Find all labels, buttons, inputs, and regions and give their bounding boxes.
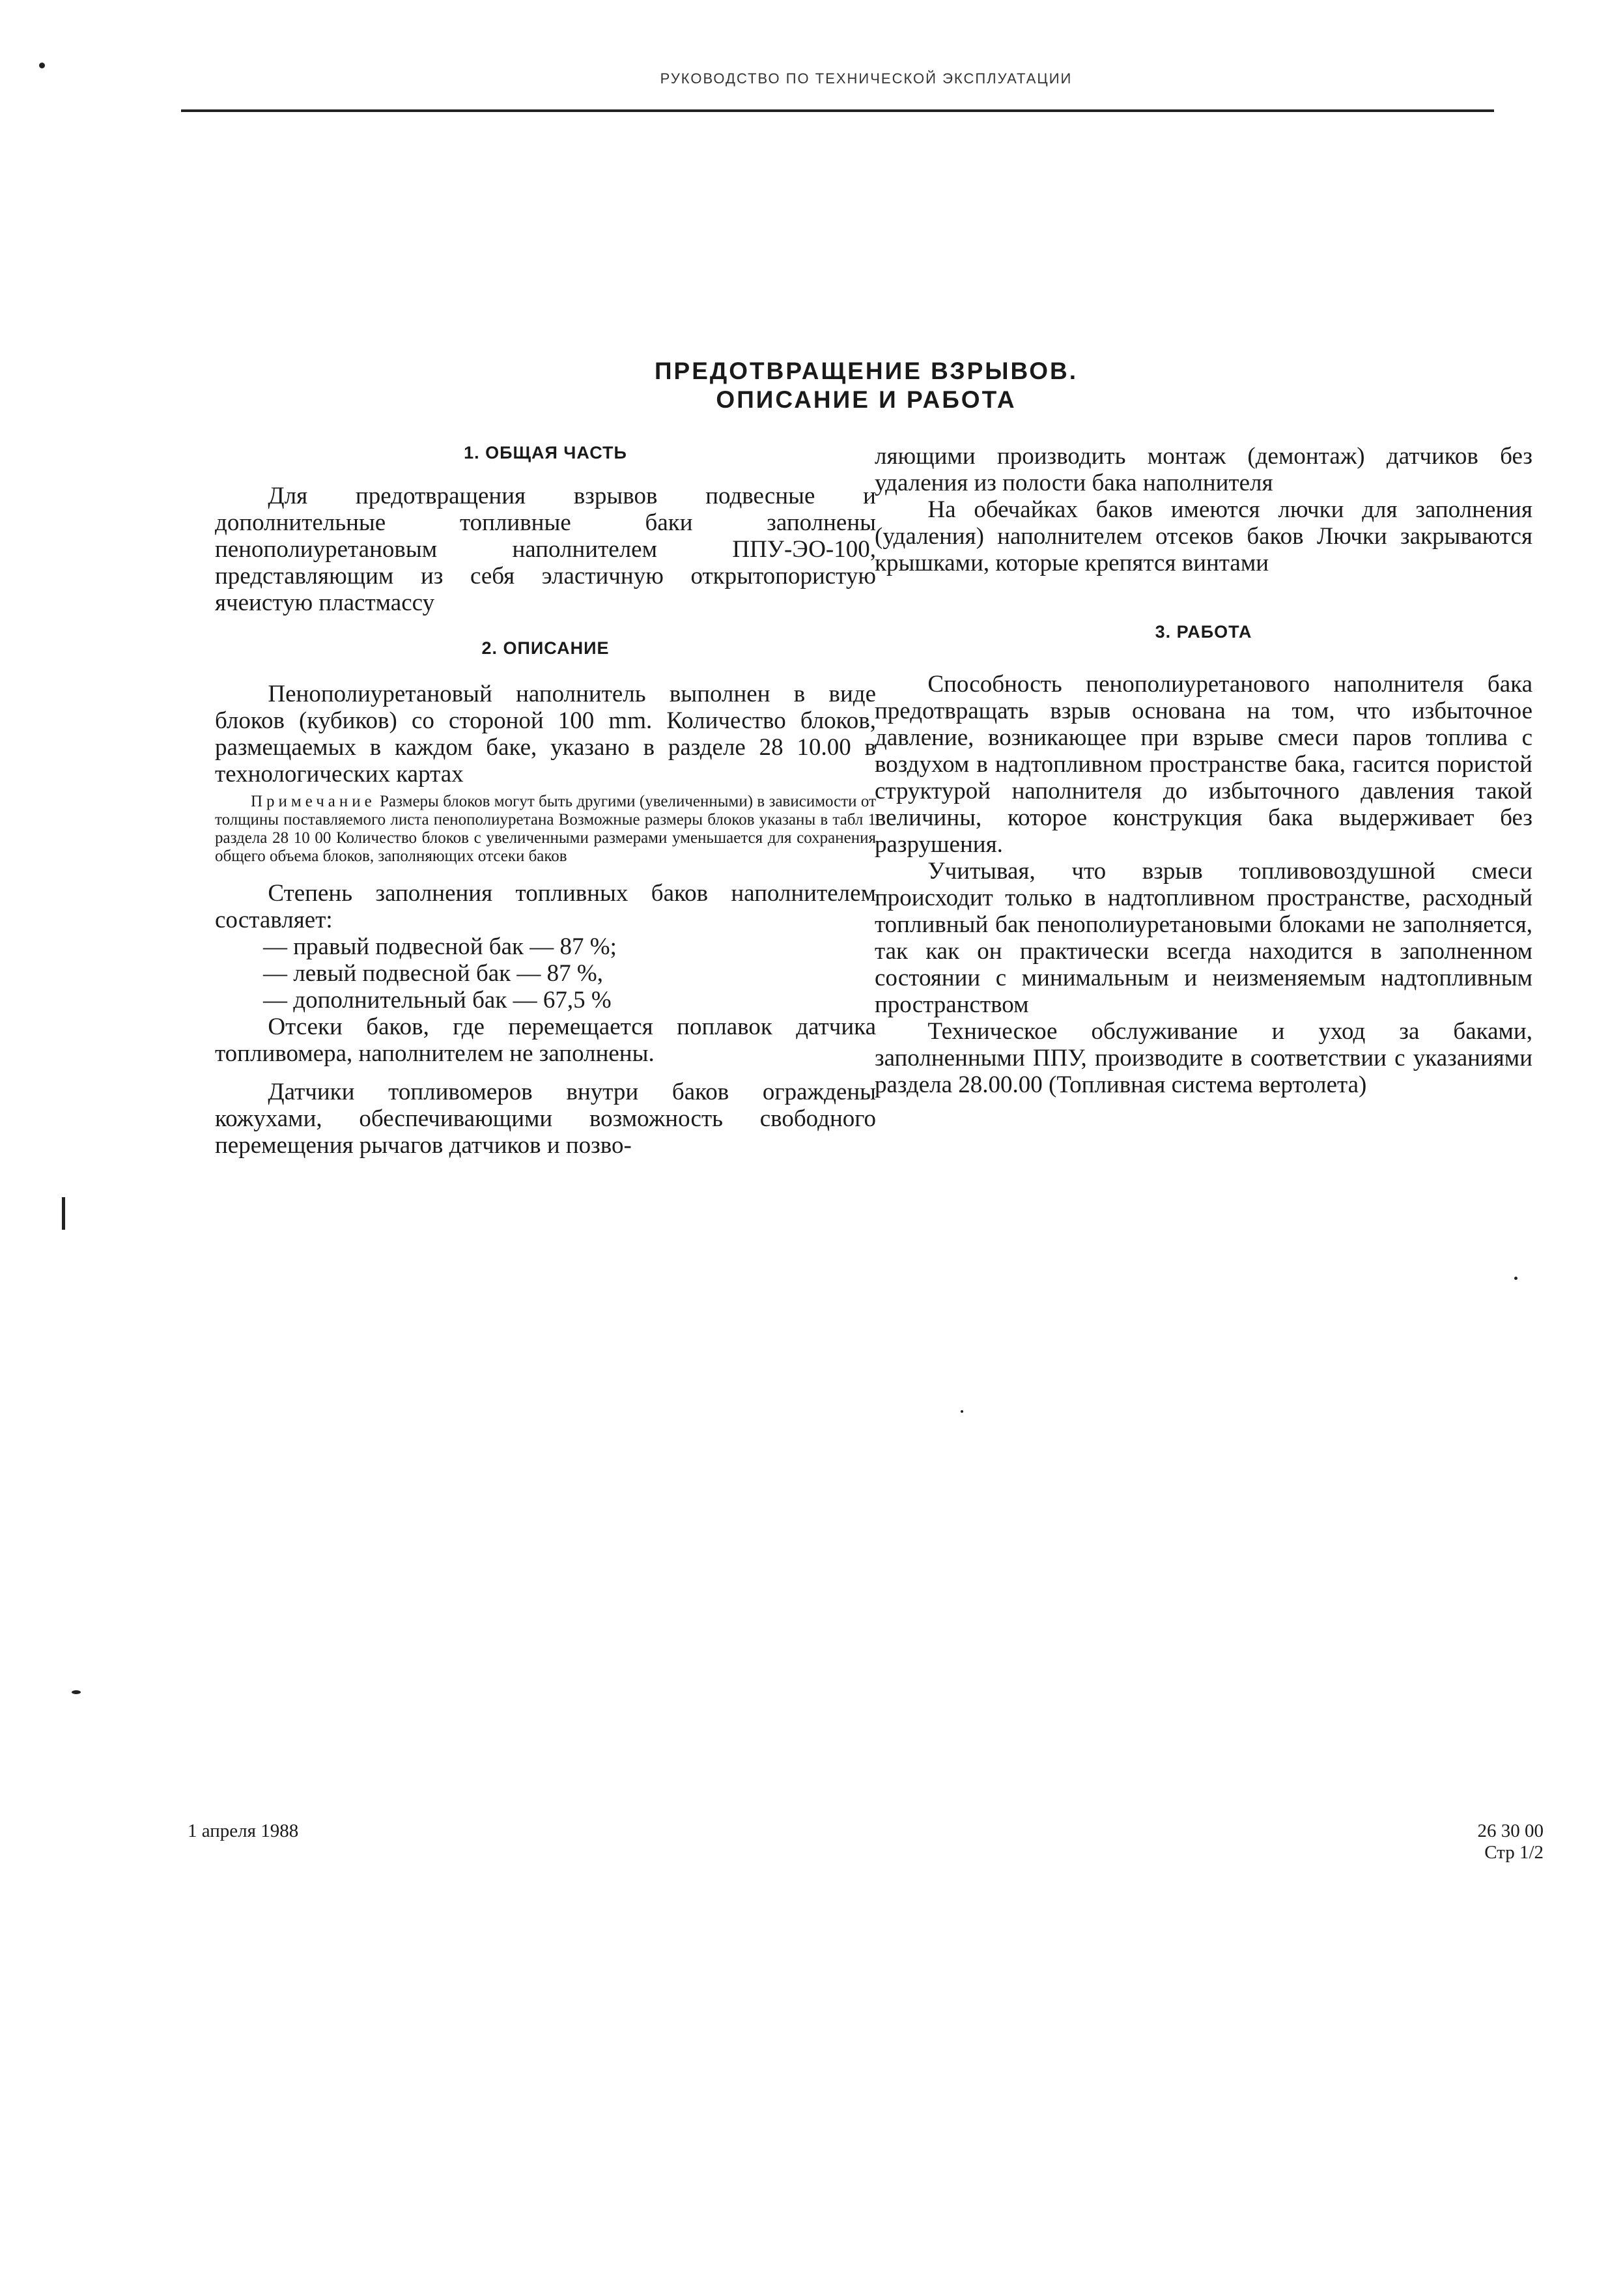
title-line-2: ОПИСАНИЕ И РАБОТА	[716, 386, 1017, 413]
description-paragraph-5: На обечайках баков имеются лючки для заполнения (удаления) наполнителем отсеков баков Лючки закрываются крышками, которые крепятся винтами	[875, 496, 1532, 576]
title-line-1: ПРЕДОТВРАЩЕНИЕ ВЗРЫВОВ.	[654, 358, 1079, 384]
footer-doc-number: 26 30 00	[1477, 1821, 1544, 1841]
section-heading-description: 2. ОПИСАНИЕ	[481, 638, 610, 658]
fill-level-list	[215, 933, 876, 1013]
description-paragraph-3: Отсеки баков, где перемещается поплавок датчика топливомера, наполнителем не заполнены.	[215, 1013, 876, 1067]
footer-date: 1 апреля 1988	[188, 1821, 299, 1841]
section-heading-operation: 3. РАБОТА	[1155, 622, 1252, 642]
list-item: — дополнительный бак — 67,5 %	[263, 987, 612, 1013]
description-paragraph-1: Пенополиуретановый наполнитель выполнен в виде блоков (кубиков) со стороной 100 mm. Количество блоков, размещаемых в каждом баке, указано в разделе 28 10.00 в технологических картах	[215, 681, 876, 787]
footer-page-number: Стр 1/2	[1484, 1842, 1544, 1863]
description-paragraph-2: Степень заполнения топливных баков наполнителем составляет:	[215, 880, 876, 933]
operation-paragraph-2: Учитывая, что взрыв топливовоздушной смеси происходит только в надтопливном пространстве, расходный топливный бак пенополиуретановыми блоками не заполняется, так как он практически всегда находится в заполненном состоянии с минимальным и неизменяемым надтопливным пространством	[875, 858, 1532, 1018]
list-item: — левый подвесной бак — 87 %,	[263, 960, 603, 987]
margin-dot	[39, 63, 45, 68]
list-item: — правый подвесной бак — 87 %;	[263, 933, 617, 960]
footer-page-info	[1426, 1821, 1544, 1864]
header-rule	[181, 109, 1494, 112]
margin-dot	[1514, 1277, 1517, 1280]
operation-paragraph-1: Способность пенополиуретанового наполнителя бака предотвращать взрыв основана на том, что избыточное давление, возникающее при взрыве смеси паров топлива с воздухом в надтопливном пространстве бака, гасится пористой структурой наполнителя до избыточного давления такой величины, которое конструкция бака выдерживает без разрушения.	[875, 671, 1532, 858]
document-title	[521, 357, 1211, 414]
right-column	[875, 443, 1532, 1098]
margin-dot	[961, 1410, 963, 1413]
description-paragraph-4: Датчики топливомеров внутри баков ограждены кожухами, обеспечивающими возможность свободного перемещения рычагов датчиков и позво-	[215, 1079, 876, 1159]
note-text: Размеры блоков могут быть другими (увеличенными) в зависимости от толщины поставляемого листа пенополиуретана Возможные размеры блоков указаны в табл 1 раздела 28 10 00 Количество блоков с увеличенными размерами уменьшается для сохранения общего объема блоков, заполняющих отсеки баков	[215, 793, 876, 865]
margin-dot	[72, 1690, 81, 1694]
running-header: РУКОВОДСТВО ПО ТЕХНИЧЕСКОЙ ЭКСПЛУАТАЦИИ	[660, 70, 1073, 87]
description-paragraph-4-continued: ляющими производить монтаж (демонтаж) датчиков без удаления из полости бака наполнителя	[875, 443, 1532, 496]
left-column	[215, 443, 876, 1159]
general-paragraph: Для предотвращения взрывов подвесные и дополнительные топливные баки заполнены пенополиуретановым наполнителем ППУ-ЭО-100, представляющим из себя эластичную открытопористую ячеистую пластмассу	[215, 483, 876, 616]
description-note	[215, 793, 876, 866]
section-heading-general: 1. ОБЩАЯ ЧАСТЬ	[464, 443, 627, 462]
note-label: Примечание	[251, 793, 376, 810]
margin-bar	[62, 1197, 65, 1230]
operation-paragraph-3: Техническое обслуживание и уход за баками, заполненными ППУ, производите в соответствии с указаниями раздела 28.00.00 (Топливная система вертолета)	[875, 1018, 1532, 1098]
